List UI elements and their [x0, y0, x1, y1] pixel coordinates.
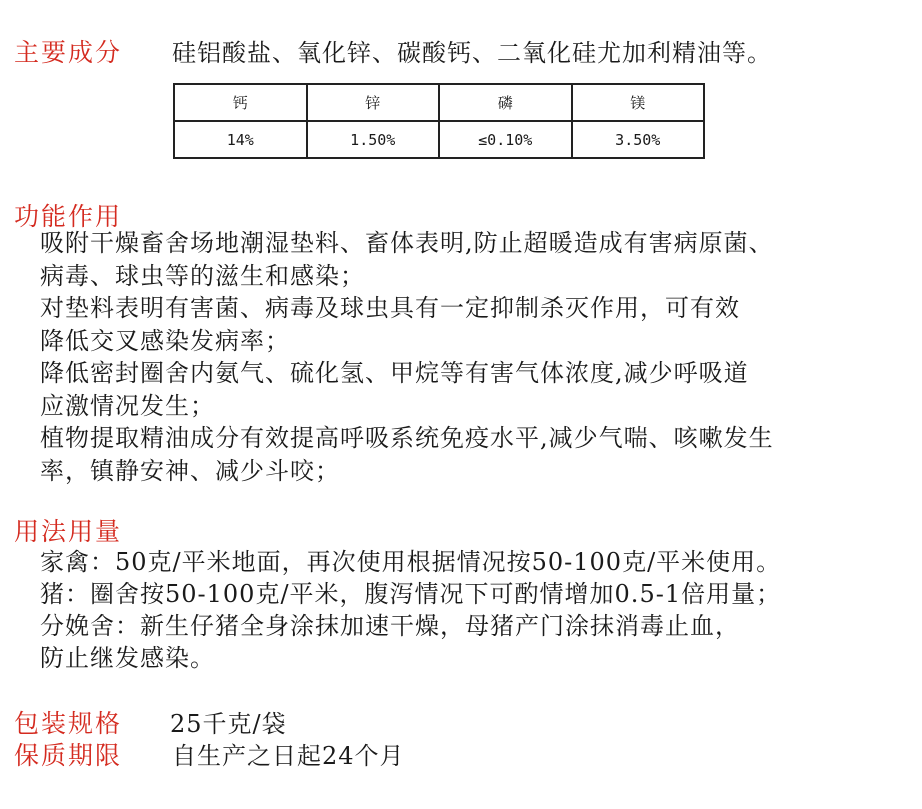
table-header-cell: 钙	[174, 84, 307, 121]
table-cell: 1.50%	[307, 121, 440, 158]
package-text: 25千克/袋	[170, 710, 287, 738]
composition-table	[173, 83, 705, 159]
text-line: 分娩舍：新生仔猪全身涂抹加速干燥，母猪产门涂抹消毒止血，	[40, 612, 740, 640]
table-cell: 14%	[174, 121, 307, 158]
text-line: 病毒、球虫等的滋生和感染；	[40, 261, 365, 290]
text-line: 防止继发感染。	[40, 644, 215, 672]
usage-text	[40, 546, 781, 674]
text-line: 降低密封圈舍内氨气、硫化氢、甲烷等有害气体浓度,减少呼吸道	[40, 359, 749, 387]
usage-heading: 用法用量	[14, 517, 123, 546]
ingredients-heading: 主要成分	[14, 38, 123, 67]
text-line: 率，镇静安神、减少斗咬；	[40, 456, 340, 485]
shelf-life-text: 自生产之日起24个月	[172, 742, 405, 770]
shelf-life-heading: 保质期限	[14, 741, 123, 770]
text-line: 家禽：50克/平米地面，再次使用根据情况按50-100克/平米使用。	[40, 548, 782, 576]
table-header-cell: 镁	[572, 84, 705, 121]
table-header-row	[174, 84, 704, 121]
function-heading: 功能作用	[14, 202, 123, 231]
table-row	[174, 121, 704, 158]
table-header-cell: 磷	[439, 84, 572, 121]
text-line: 应激情况发生；	[40, 391, 215, 420]
table-header-cell: 锌	[307, 84, 440, 121]
text-line: 对垫料表明有害菌、病毒及球虫具有一定抑制杀灭作用，可有效	[40, 294, 740, 322]
table-cell: ≤0.10%	[439, 121, 572, 158]
ingredients-text: 硅铝酸盐、氧化锌、碳酸钙、二氧化硅尤加利精油等。	[172, 39, 772, 67]
text-line: 猪：圈舍按50-100克/平米，腹泻情况下可酌情增加0.5-1倍用量；	[40, 580, 782, 608]
function-text	[40, 227, 774, 487]
table-cell: 3.50%	[572, 121, 705, 158]
text-line: 吸附干燥畜舍场地潮湿垫料、畜体表明,防止超暖造成有害病原菌、	[40, 229, 774, 257]
package-heading: 包装规格	[14, 709, 123, 738]
text-line: 降低交叉感染发病率；	[40, 326, 290, 355]
text-line: 植物提取精油成分有效提高呼吸系统免疫水平,减少气喘、咳嗽发生	[40, 424, 774, 452]
